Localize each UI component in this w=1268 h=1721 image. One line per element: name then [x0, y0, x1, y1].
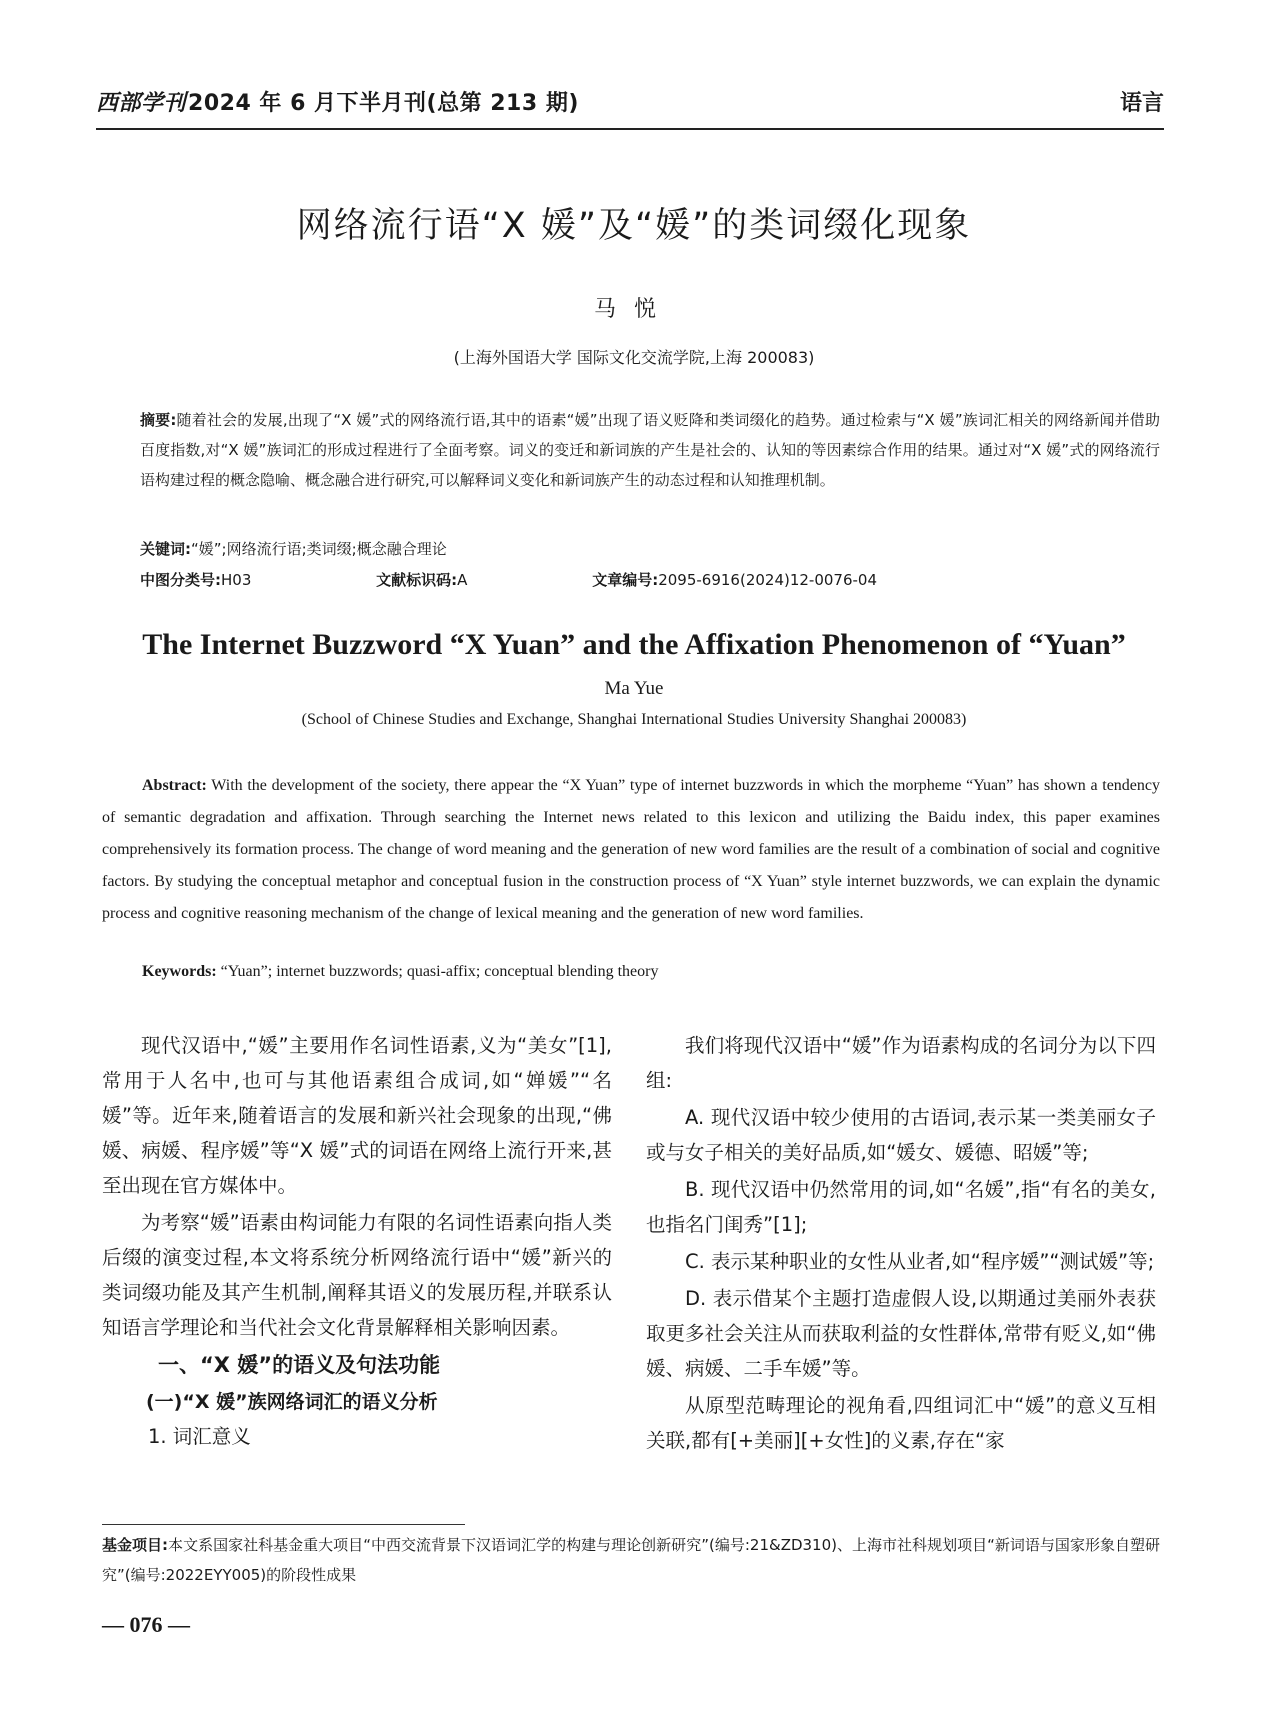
funding-text: 本文系国家社科基金重大项目“中西交流背景下汉语词汇学的构建与理论创新研究”(编号:21&ZD310)、上海市社科规划项目“新词语与国家形象自塑研究”(编号:2022EYY005)的阶段性成果: [102, 1536, 1160, 1584]
body-paragraph: 现代汉语中,“媛”主要用作名词性语素,义为“美女”[1],常用于人名中,也可与其他语素组合成词,如“婵媛”“名媛”等。近年来,随着语言的发展和新兴社会现象的出现,“佛媛、病媛、程序媛”等“X 媛”式的词语在网络上流行开来,甚至出现在官方媒体中。: [102, 1034, 612, 1197]
journal-issue-text: 2024 年 6 月下半月刊(总第 213 期): [188, 91, 579, 116]
clc-code: 中图分类号:H03: [140, 571, 252, 589]
running-header: [96, 78, 1164, 130]
funding-footnote: [102, 1530, 1160, 1590]
cn-keywords-label: 关键词:: [140, 540, 191, 558]
footnote-rule: [102, 1524, 465, 1525]
body-paragraph: 从原型范畴理论的视角看,四组词汇中“媛”的意义互相关联,都有[+美丽][+女性]的义素,存在“家: [646, 1394, 1156, 1452]
list-item-d: D. 表示借某个主题打造虚假人设,以期通过美丽外表获取更多社会关注从而获取利益的女性群体,常带有贬义,如“佛媛、病媛、二手车媛”等。: [646, 1287, 1156, 1380]
funding-label: 基金项目:: [102, 1536, 169, 1554]
cn-title: 网络流行语“X 媛”及“媛”的类词缀化现象: [296, 206, 972, 246]
list-item-a: A. 现代汉语中较少使用的古语词,表示某一类美丽女子或与女子相关的美好品质,如“媛女、媛德、昭媛”等;: [646, 1106, 1156, 1164]
body-right-column: [646, 1028, 1156, 1460]
cn-affiliation: (上海外国语大学 国际文化交流学院,上海 200083): [453, 348, 815, 367]
en-abstract-text: With the development of the society, there appear the “X Yuan” type of internet buzzwords in which the morpheme “Yuan” has shown a tendency of semantic degradation and affixation. Through searching the Internet news related to this lexicon and utilizing the Baidu index, this paper examines comprehensively its formation process. The change of word meaning and the generation of new word families are the result of a combination of social and cognitive factors. By studying the conceptual metaphor and conceptual fusion in the construction process of “X Yuan” style internet buzzwords, we can explain the dynamic process and cognitive reasoning mechanism of the change of lexical meaning and the generation of new word families.: [102, 777, 1160, 922]
subsubsection-heading: 1. 词汇意义: [148, 1425, 251, 1448]
en-keywords-text: “Yuan”; internet buzzwords; quasi-affix; conceptual blending theory: [220, 963, 659, 980]
cn-abstract: [140, 405, 1160, 495]
en-abstract: [102, 770, 1160, 930]
en-abstract-label: Abstract:: [142, 777, 207, 794]
section-label: 语言: [1119, 91, 1164, 116]
cn-classification: [140, 565, 1160, 595]
en-author: Ma Yue: [604, 678, 664, 699]
cn-keywords: [140, 534, 1160, 564]
body-paragraph: 我们将现代汉语中“媛”作为语素构成的名词分为以下四组:: [646, 1034, 1156, 1092]
journal-logo: 西部学刊: [96, 90, 187, 116]
list-item-b: B. 现代汉语中仍然常用的词,如“名媛”,指“有名的美女,也指名门闺秀”[1];: [646, 1178, 1156, 1236]
document-code: 文献标识码:A: [376, 571, 468, 589]
cn-author: 马悦: [593, 297, 674, 322]
list-item-c: C. 表示某种职业的女性从业者,如“程序媛”“测试媛”等;: [685, 1250, 1155, 1273]
section-heading: 一、“X 媛”的语义及句法功能: [158, 1353, 441, 1377]
cn-abstract-label: 摘要:: [140, 411, 177, 429]
body-left-column: [102, 1028, 612, 1454]
en-title: The Internet Buzzword “X Yuan” and the Affixation Phenomenon of “Yuan”: [142, 628, 1126, 661]
page-number: — 076 —: [102, 1612, 190, 1637]
cn-abstract-text: 随着社会的发展,出现了“X 媛”式的网络流行语,其中的语素“媛”出现了语义贬降和类词缀化的趋势。通过检索与“X 媛”族词汇相关的网络新闻并借助百度指数,对“X 媛”族词汇的形成过程进行了全面考察。词义的变迁和新词族的产生是社会的、认知的等因素综合作用的结果。通过对“X 媛”式的网络流行语构建过程的概念隐喻、概念融合进行研究,可以解释词义变化和新词族产生的动态过程和认知推理机制。: [140, 411, 1160, 489]
subsection-heading: (一)“X 媛”族网络词汇的语义分析: [146, 1391, 438, 1413]
journal-issue: [96, 86, 579, 117]
cn-keywords-text: “媛”;网络流行语;类词缀;概念融合理论: [191, 540, 447, 558]
en-affiliation: (School of Chinese Studies and Exchange, Shanghai International Studies University Shanghai 200083): [301, 711, 967, 728]
body-paragraph: 为考察“媛”语素由构词能力有限的名词性语素向指人类后缀的演变过程,本文将系统分析网络流行语中“媛”新兴的类词缀功能及其产生机制,阐释其语义的发展历程,并联系认知语言学理论和当代社会文化背景解释相关影响因素。: [102, 1211, 612, 1339]
en-keywords: [142, 963, 1160, 981]
en-keywords-label: Keywords:: [142, 963, 217, 980]
article-number: 文章编号:2095-6916(2024)12-0076-04: [592, 571, 878, 589]
